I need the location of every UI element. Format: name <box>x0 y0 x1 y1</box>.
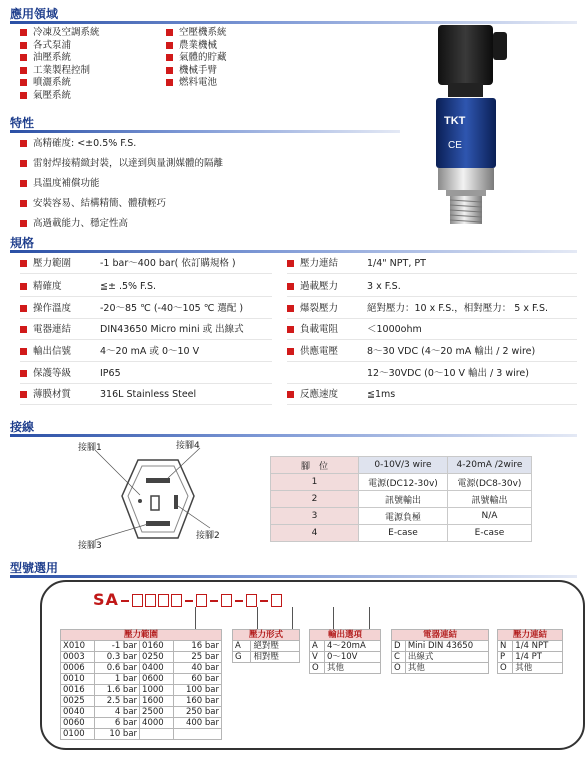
table-cell: E-case <box>359 525 448 542</box>
table-cell: 1.6 bar <box>95 685 140 696</box>
wiring-table <box>270 456 532 542</box>
table-cell: 0025 <box>61 696 95 707</box>
table-cell: -1 bar <box>95 641 140 652</box>
table-cell: 1 bar <box>95 674 140 685</box>
table-cell: 絕對壓 <box>251 641 300 652</box>
bullet-icon <box>20 283 27 290</box>
table-row <box>392 663 489 674</box>
table-row <box>61 674 222 685</box>
table-row <box>61 652 222 663</box>
table-cell: 訊號輸出 <box>447 491 531 508</box>
bullet-icon <box>20 391 27 398</box>
electrical-header: 電器連結 <box>392 630 489 641</box>
bullet-icon <box>287 283 294 290</box>
features-title: 特性 <box>10 116 35 130</box>
pin-2-label: 接腳2 <box>196 531 220 541</box>
table-cell: 250 bar <box>173 707 221 718</box>
bullet-icon <box>166 79 173 86</box>
table-cell: 10 bar <box>95 729 140 740</box>
features-divider <box>10 130 400 133</box>
specs-divider <box>10 250 577 253</box>
application-item: 空壓機系統 <box>166 27 227 40</box>
table-cell: 其他 <box>513 663 563 674</box>
applications-title: 應用領域 <box>10 7 59 21</box>
wiring-divider <box>10 434 577 437</box>
table-row <box>498 630 563 641</box>
table-row <box>271 525 532 542</box>
bullet-icon <box>166 67 173 74</box>
feature-item: 高精確度: <±0.5% F.S. <box>20 134 223 154</box>
type-box <box>196 594 207 607</box>
table-cell: 160 bar <box>173 696 221 707</box>
table-cell: O <box>310 663 325 674</box>
application-item: 農業機械 <box>166 40 227 53</box>
table-row <box>310 652 381 663</box>
application-item: 機械手臂 <box>166 65 227 78</box>
table-cell: Mini DIN 43650 <box>405 641 488 652</box>
bullet-icon <box>20 200 27 207</box>
table-cell: 0～10V <box>324 652 380 663</box>
output-header: 輸出選項 <box>310 630 381 641</box>
table-row <box>392 641 489 652</box>
table-row <box>498 641 563 652</box>
table-cell: N <box>498 641 513 652</box>
table-cell: D <box>392 641 406 652</box>
table-cell: 0006 <box>61 663 95 674</box>
table-row <box>233 630 300 641</box>
spec-row: 壓力連結 1/4" NPT, PT <box>287 254 577 274</box>
pressure-connection-table <box>497 629 563 674</box>
table-cell: 1600 <box>140 696 174 707</box>
bullet-icon <box>287 260 294 267</box>
table-row <box>310 663 381 674</box>
leader-line <box>369 607 370 629</box>
dash-icon <box>121 600 129 602</box>
spec-row: 過載壓力 3 x F.S. <box>287 277 577 297</box>
table-cell: 0060 <box>61 718 95 729</box>
table-cell: 0160 <box>140 641 174 652</box>
leader-line <box>333 607 334 629</box>
application-item: 噴灑系統 <box>20 77 100 90</box>
table-cell: G <box>233 652 251 663</box>
bullet-icon <box>20 140 27 147</box>
pressure-transmitter-image <box>408 20 518 230</box>
table-cell: 4000 <box>140 718 174 729</box>
table-cell: 3 <box>271 508 359 525</box>
wiring-title: 接線 <box>10 420 35 434</box>
range-digit-box <box>171 594 182 607</box>
table-cell: 0100 <box>61 729 95 740</box>
bullet-icon <box>20 305 27 312</box>
spec-row: 負載電阻 ＜1000ohm <box>287 320 577 340</box>
table-row <box>233 641 300 652</box>
bullet-icon <box>20 260 27 267</box>
table-row <box>61 707 222 718</box>
bullet-icon <box>20 29 27 36</box>
table-cell: 0600 <box>140 674 174 685</box>
spec-row: 12～30VDC (0～10 V 輸出 / 3 wire) <box>287 364 577 384</box>
bullet-icon <box>166 42 173 49</box>
ce-mark-label: CE <box>448 140 462 151</box>
bullet-icon <box>20 42 27 49</box>
table-cell: 出線式 <box>405 652 488 663</box>
table-row <box>498 663 563 674</box>
spec-row: 薄膜材質 316L Stainless Steel <box>20 385 272 405</box>
table-cell: 2500 <box>140 707 174 718</box>
connector-pin-diagram <box>70 438 250 553</box>
range-digit-box <box>132 594 143 607</box>
spec-row: 電器連結 DIN43650 Micro mini 或 出線式 <box>20 320 272 340</box>
table-cell: E-case <box>447 525 531 542</box>
output-option-table <box>309 629 381 674</box>
bullet-icon <box>20 67 27 74</box>
bullet-icon <box>20 92 27 99</box>
table-cell: 1/4 NPT <box>513 641 563 652</box>
specs-title: 規格 <box>10 236 35 250</box>
output-box <box>221 594 232 607</box>
leader-line <box>195 607 196 629</box>
range-digit-box <box>145 594 156 607</box>
connection-header: 壓力連結 <box>498 630 563 641</box>
table-cell: 4～20mA <box>324 641 380 652</box>
bullet-icon <box>20 220 27 227</box>
table-cell: 其他 <box>405 663 488 674</box>
table-row <box>61 718 222 729</box>
table-cell: A <box>233 641 251 652</box>
table-row <box>61 685 222 696</box>
bullet-icon <box>166 29 173 36</box>
table-cell: 1000 <box>140 685 174 696</box>
table-row <box>61 729 222 740</box>
feature-item: 具溫度補償功能 <box>20 174 223 194</box>
table-cell: 電源(DC8-30v) <box>447 474 531 491</box>
table-cell: 0250 <box>140 652 174 663</box>
table-row <box>310 630 381 641</box>
features-list <box>20 134 223 234</box>
bullet-icon <box>20 79 27 86</box>
leader-line <box>292 607 293 629</box>
table-cell: X010 <box>61 641 95 652</box>
table-row <box>61 696 222 707</box>
spec-row: 操作溫度 -20～85 ℃ (-40～105 ℃ 選配 ) <box>20 299 272 319</box>
table-cell: 2 <box>271 491 359 508</box>
table-cell: 1/4 PT <box>513 652 563 663</box>
table-row <box>271 457 532 474</box>
feature-item: 雷射焊接精緻封裝，以達到與量測媒體的隔離 <box>20 154 223 174</box>
table-cell: 0.3 bar <box>95 652 140 663</box>
table-cell <box>173 729 221 740</box>
bullet-icon <box>20 180 27 187</box>
range-digit-box <box>158 594 169 607</box>
connection-box <box>271 594 282 607</box>
table-cell: V <box>310 652 325 663</box>
table-row <box>61 630 222 641</box>
spec-row: 保護等級 IP65 <box>20 364 272 384</box>
table-cell: P <box>498 652 513 663</box>
table-cell: 1 <box>271 474 359 491</box>
bullet-icon <box>287 326 294 333</box>
model-divider <box>10 575 577 578</box>
table-cell: C <box>392 652 406 663</box>
feature-item: 安裝容易、結構精簡、體積輕巧 <box>20 194 223 214</box>
header-3wire: 0-10V/3 wire <box>359 457 448 474</box>
table-row <box>233 652 300 663</box>
table-cell: 4 <box>271 525 359 542</box>
pin-1-label: 接腳1 <box>78 443 102 453</box>
table-cell: 2.5 bar <box>95 696 140 707</box>
table-cell: 電源負極 <box>359 508 448 525</box>
application-item: 各式泵浦 <box>20 40 100 53</box>
table-row <box>271 508 532 525</box>
pressure-type-table <box>232 629 300 663</box>
electrical-connection-table <box>391 629 489 674</box>
bullet-icon <box>20 54 27 61</box>
pressure-range-table <box>60 629 222 740</box>
table-cell: 其他 <box>324 663 380 674</box>
table-cell: A <box>310 641 325 652</box>
table-row <box>271 474 532 491</box>
range-header: 壓力範圍 <box>61 630 222 641</box>
table-cell: 0.6 bar <box>95 663 140 674</box>
bullet-icon <box>287 305 294 312</box>
application-item: 油壓系統 <box>20 52 100 65</box>
table-row <box>498 652 563 663</box>
electrical-box <box>246 594 257 607</box>
table-cell: 電源(DC12-30v) <box>359 474 448 491</box>
application-item: 工業製程控制 <box>20 65 100 78</box>
table-cell: 400 bar <box>173 718 221 729</box>
pin-4-label: 接腳4 <box>176 441 200 451</box>
spec-row: 輸出信號 4～20 mA 或 0～10 V <box>20 342 272 362</box>
table-cell: 40 bar <box>173 663 221 674</box>
dash-icon <box>185 600 193 602</box>
model-code-template <box>93 590 283 609</box>
table-cell: 100 bar <box>173 685 221 696</box>
table-row <box>61 641 222 652</box>
bullet-icon <box>20 326 27 333</box>
table-cell: 相對壓 <box>251 652 300 663</box>
table-row <box>392 630 489 641</box>
dash-icon <box>260 600 268 602</box>
table-cell: 0040 <box>61 707 95 718</box>
pin-3-label: 接腳3 <box>78 541 102 551</box>
table-cell: 0010 <box>61 674 95 685</box>
bullet-icon <box>20 348 27 355</box>
applications-column-1 <box>20 27 100 102</box>
table-cell: N/A <box>447 508 531 525</box>
spec-row: 供應電壓 8～30 VDC (4～20 mA 輸出 / 2 wire) <box>287 342 577 362</box>
feature-item: 高過載能力、穩定性高 <box>20 214 223 234</box>
application-item: 氣體的貯藏 <box>166 52 227 65</box>
table-row <box>392 652 489 663</box>
application-item: 氣壓系統 <box>20 90 100 103</box>
table-cell <box>140 729 174 740</box>
table-cell: 25 bar <box>173 652 221 663</box>
bullet-icon <box>287 391 294 398</box>
table-cell: 0003 <box>61 652 95 663</box>
header-pin: 腳 位 <box>271 457 359 474</box>
applications-column-2 <box>166 27 227 90</box>
table-cell: O <box>498 663 513 674</box>
table-cell: 訊號輸出 <box>359 491 448 508</box>
bullet-icon <box>287 348 294 355</box>
table-cell: 0016 <box>61 685 95 696</box>
spec-row: 精確度 ≦± .5% F.S. <box>20 277 272 297</box>
table-row <box>310 641 381 652</box>
type-header: 壓力形式 <box>233 630 300 641</box>
table-cell: 6 bar <box>95 718 140 729</box>
bullet-icon <box>166 54 173 61</box>
model-prefix: SA <box>93 590 119 609</box>
header-2wire: 4-20mA /2wire <box>447 457 531 474</box>
spec-row: 反應速度 ≦1ms <box>287 385 577 405</box>
product-brand-label: TKT <box>444 115 466 127</box>
table-cell: 0400 <box>140 663 174 674</box>
bullet-icon <box>20 370 27 377</box>
table-row <box>271 491 532 508</box>
dash-icon <box>235 600 243 602</box>
leader-line <box>257 607 258 629</box>
table-cell: 60 bar <box>173 674 221 685</box>
bullet-icon <box>20 160 27 167</box>
spec-row: 壓力範圍 -1 bar～400 bar( 依訂購規格 ) <box>20 254 272 274</box>
spec-row: 爆裂壓力 絕對壓力：10 x F.S.，相對壓力： 5 x F.S. <box>287 299 577 319</box>
table-cell: 16 bar <box>173 641 221 652</box>
table-row <box>61 663 222 674</box>
application-item: 冷凍及空調系統 <box>20 27 100 40</box>
model-title: 型號選用 <box>10 561 59 575</box>
table-cell: O <box>392 663 406 674</box>
application-item: 燃料電池 <box>166 77 227 90</box>
dash-icon <box>210 600 218 602</box>
table-cell: 4 bar <box>95 707 140 718</box>
